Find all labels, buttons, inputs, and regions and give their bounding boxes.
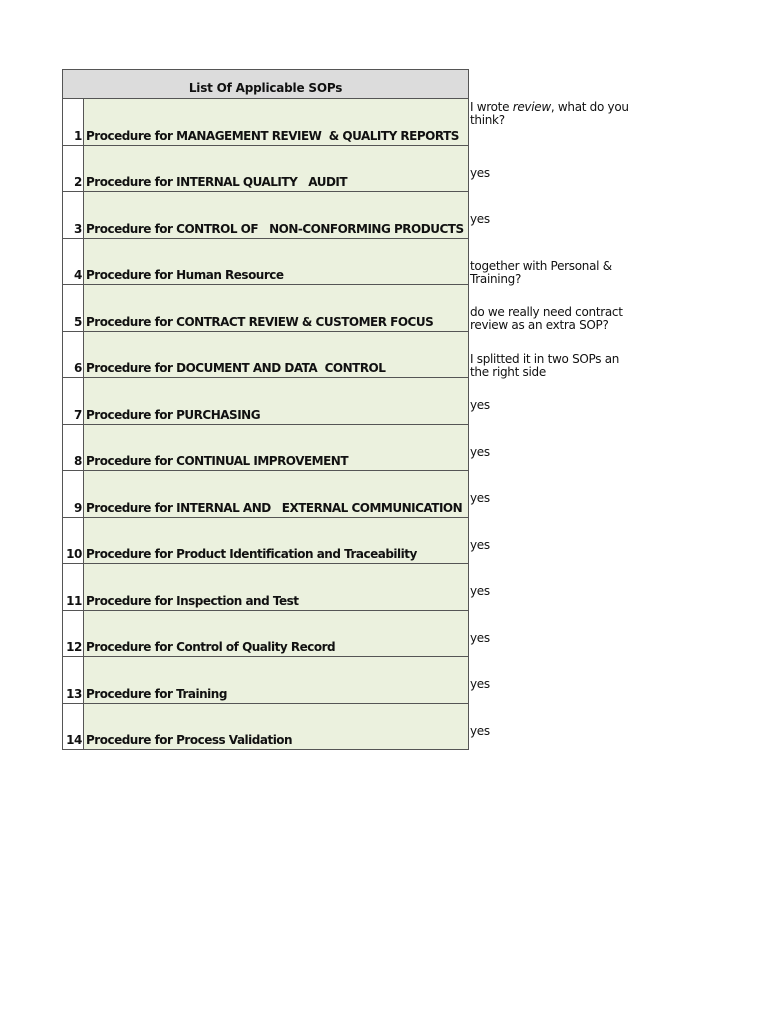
comment-text: , what do you think?	[470, 100, 629, 127]
comment-emphasis: review	[512, 100, 551, 114]
sop-name: Procedure for Inspection and Test	[84, 564, 469, 610]
comment-row-4: together with Personal & Training?	[470, 259, 612, 286]
table-row	[62, 518, 469, 565]
row-number: 5	[62, 285, 84, 331]
row-number: 7	[62, 378, 84, 424]
sop-name: Procedure for Product Identification and Traceability	[84, 518, 469, 564]
row-number: 1	[62, 99, 84, 145]
row-number: 6	[62, 332, 84, 378]
table-row	[62, 285, 469, 332]
comment-row-6: I splitted it in two SOPs an the right side	[470, 352, 620, 379]
sop-name: Procedure for Training	[84, 657, 469, 703]
row-number: 11	[62, 564, 84, 610]
row-number: 10	[62, 518, 84, 564]
comment-row-14: yes	[470, 724, 490, 738]
comment-row-12: yes	[470, 631, 490, 645]
comment-row-10: yes	[470, 538, 490, 552]
table-row	[62, 471, 469, 518]
table-row	[62, 192, 469, 239]
table-row	[62, 378, 469, 425]
table-row	[62, 704, 469, 751]
row-number: 14	[62, 704, 84, 750]
comment-row-8: yes	[470, 445, 490, 459]
sop-name: Procedure for MANAGEMENT REVIEW & QUALITY REPORTS	[84, 99, 469, 145]
table-row	[62, 99, 469, 146]
table-title: List Of Applicable SOPs	[62, 69, 469, 99]
row-number: 4	[62, 239, 84, 285]
table-row	[62, 239, 469, 286]
comment-row-1	[470, 101, 640, 127]
comment-row-3: yes	[470, 212, 490, 226]
table-row	[62, 332, 469, 379]
table-row	[62, 425, 469, 472]
sop-name: Procedure for CONTROL OF NON-CONFORMING PRODUCTS	[84, 192, 469, 238]
sop-name: Procedure for Control of Quality Record	[84, 611, 469, 657]
row-number: 2	[62, 146, 84, 192]
comment-row-13: yes	[470, 677, 490, 691]
sop-name: Procedure for CONTRACT REVIEW & CUSTOMER FOCUS	[84, 285, 469, 331]
sop-name: Procedure for INTERNAL AND EXTERNAL COMMUNICATION	[84, 471, 469, 517]
comment-row-5: do we really need contract review as an extra SOP?	[470, 305, 623, 332]
sop-table	[62, 69, 469, 750]
row-number: 8	[62, 425, 84, 471]
table-row	[62, 657, 469, 704]
sop-name: Procedure for Process Validation	[84, 704, 469, 750]
row-number: 9	[62, 471, 84, 517]
comment-row-9: yes	[470, 491, 490, 505]
sop-name: Procedure for DOCUMENT AND DATA CONTROL	[84, 332, 469, 378]
table-row	[62, 611, 469, 658]
row-number: 12	[62, 611, 84, 657]
comment-row-7: yes	[470, 398, 490, 412]
sop-name: Procedure for INTERNAL QUALITY AUDIT	[84, 146, 469, 192]
sop-name: Procedure for PURCHASING	[84, 378, 469, 424]
comment-row-2: yes	[470, 166, 490, 180]
sop-name: Procedure for CONTINUAL IMPROVEMENT	[84, 425, 469, 471]
table-row	[62, 564, 469, 611]
row-number: 13	[62, 657, 84, 703]
table-row	[62, 146, 469, 193]
comment-row-11: yes	[470, 584, 490, 598]
comment-text: I wrote	[470, 100, 513, 114]
row-number: 3	[62, 192, 84, 238]
sop-name: Procedure for Human Resource	[84, 239, 469, 285]
